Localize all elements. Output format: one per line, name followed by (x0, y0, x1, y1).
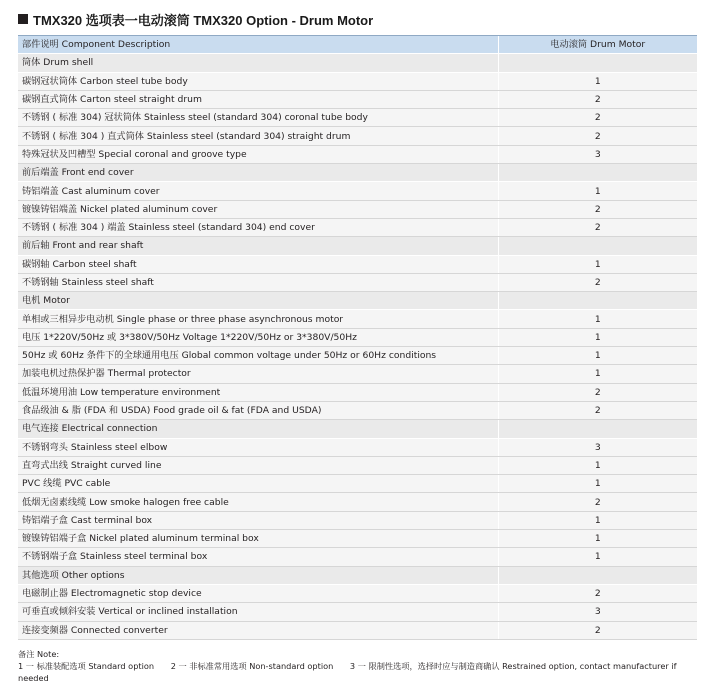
table-row (18, 109, 697, 127)
component-description: 加装电机过热保护器 Thermal protector (18, 365, 498, 383)
component-description: 电磁制止器 Electromagnetic stop device (18, 584, 498, 602)
component-description: 低温环境用油 Low temperature environment (18, 383, 498, 401)
option-level (498, 237, 697, 255)
table-row (18, 72, 697, 90)
component-description: 碳钢直式筒体 Carton steel straight drum (18, 90, 498, 108)
table-row (18, 182, 697, 200)
component-description: 电压 1*220V/50Hz 或 3*380V/50Hz Voltage 1*220V/50Hz or 3*380V/50Hz (18, 328, 498, 346)
component-description: 单相或三相异步电动机 Single phase or three phase asynchronous motor (18, 310, 498, 328)
table-row (18, 200, 697, 218)
option-level: 1 (498, 255, 697, 273)
component-description: 食品级油 & 脂 (FDA 和 USDA) Food grade oil & fat (FDA and USDA) (18, 401, 498, 419)
option-level: 1 (498, 365, 697, 383)
legend-standard-option: 1 一 标准装配选项 Standard option (18, 661, 155, 671)
table-row (18, 365, 697, 383)
table-row (18, 90, 697, 108)
option-table (18, 35, 697, 640)
component-description: 50Hz 或 60Hz 条件下的全球通用电压 Global common voltage under 50Hz or 60Hz conditions (18, 347, 498, 365)
table-row (18, 438, 697, 456)
option-level: 2 (498, 584, 697, 602)
table-row (18, 127, 697, 145)
section-row (18, 420, 697, 438)
component-description: 不锈钢 ( 标准 304 ) 直式筒体 Stainless steel (standard 304) straight drum (18, 127, 498, 145)
option-level: 2 (498, 493, 697, 511)
option-level (498, 566, 697, 584)
component-description: 铸铝端子盒 Cast terminal box (18, 511, 498, 529)
option-level (498, 54, 697, 72)
option-level: 1 (498, 347, 697, 365)
page-title-text: TMX320 选项表一电动滚筒 TMX320 Option - Drum Motor (33, 12, 374, 28)
option-level: 1 (498, 511, 697, 529)
section-row (18, 54, 697, 72)
table-row (18, 530, 697, 548)
section-row (18, 164, 697, 182)
notes-heading: 备注 Note: (18, 649, 60, 659)
section-label: 筒体 Drum shell (18, 54, 498, 72)
component-description: 铸铝端盖 Cast aluminum cover (18, 182, 498, 200)
component-description: PVC 线缆 PVC cable (18, 475, 498, 493)
component-description: 不锈钢端子盒 Stainless steel terminal box (18, 548, 498, 566)
option-level: 1 (498, 530, 697, 548)
section-row (18, 237, 697, 255)
section-row (18, 566, 697, 584)
table-row (18, 621, 697, 639)
page-title (18, 10, 373, 28)
table-row (18, 310, 697, 328)
section-label: 前后端盖 Front end cover (18, 164, 498, 182)
option-level: 1 (498, 456, 697, 474)
table-row (18, 383, 697, 401)
table-row (18, 401, 697, 419)
option-level: 1 (498, 310, 697, 328)
section-row (18, 292, 697, 310)
component-description: 不锈钢弯头 Stainless steel elbow (18, 438, 498, 456)
table-row (18, 456, 697, 474)
table-row (18, 493, 697, 511)
legend-non-standard-option: 2 一 非标准常用选项 Non-standard option (170, 661, 334, 671)
component-description: 碳钢冠状筒体 Carbon steel tube body (18, 72, 498, 90)
section-label: 电机 Motor (18, 292, 498, 310)
option-level: 1 (498, 548, 697, 566)
option-level: 2 (498, 90, 697, 108)
option-level: 3 (498, 145, 697, 163)
option-level: 2 (498, 401, 697, 419)
option-level: 1 (498, 475, 697, 493)
table-row (18, 475, 697, 493)
section-label: 前后轴 Front and rear shaft (18, 237, 498, 255)
table-row (18, 548, 697, 566)
component-description: 低烟无卤素线缆 Low smoke halogen free cable (18, 493, 498, 511)
component-description: 不锈钢轴 Stainless steel shaft (18, 273, 498, 291)
table-row (18, 511, 697, 529)
table-row (18, 328, 697, 346)
table-header-row (18, 36, 697, 54)
option-level (498, 420, 697, 438)
option-level: 2 (498, 200, 697, 218)
black-square-icon (18, 14, 28, 24)
option-level: 3 (498, 438, 697, 456)
option-level: 2 (498, 273, 697, 291)
table-row (18, 145, 697, 163)
legend-restrained-option: 3 一 限制性选项，选择时应与制造商确认 Restrained option, contact manufacturer if needed (18, 661, 677, 683)
option-level: 2 (498, 218, 697, 236)
option-table-body (18, 36, 697, 640)
option-level: 2 (498, 109, 697, 127)
option-level: 1 (498, 328, 697, 346)
component-description: 镀镍铸铝端盖 Nickel plated aluminum cover (18, 200, 498, 218)
table-row (18, 584, 697, 602)
table-row (18, 273, 697, 291)
component-description: 可垂直或倾斜安装 Vertical or inclined installation (18, 603, 498, 621)
component-description: 碳钢轴 Carbon steel shaft (18, 255, 498, 273)
table-row (18, 603, 697, 621)
component-description: 直弯式出线 Straight curved line (18, 456, 498, 474)
notes-legend (18, 660, 719, 684)
component-description: 不锈钢 ( 标准 304) 冠状筒体 Stainless steel (standard 304) coronal tube body (18, 109, 498, 127)
option-level: 2 (498, 621, 697, 639)
component-description: 不锈钢 ( 标准 304 ) 端盖 Stainless steel (standard 304) end cover (18, 218, 498, 236)
component-description: 镀镍铸铝端子盒 Nickel plated aluminum terminal box (18, 530, 498, 548)
section-label: 其他选项 Other options (18, 566, 498, 584)
table-row (18, 255, 697, 273)
table-row (18, 218, 697, 236)
option-level: 3 (498, 603, 697, 621)
option-level (498, 164, 697, 182)
component-description: 连接变频器 Connected converter (18, 621, 498, 639)
header-drum-motor: 电动滚筒 Drum Motor (498, 36, 697, 54)
option-level: 1 (498, 72, 697, 90)
option-level (498, 292, 697, 310)
component-description: 特殊冠状及凹槽型 Special coronal and groove type (18, 145, 498, 163)
option-level: 2 (498, 127, 697, 145)
table-row (18, 347, 697, 365)
header-description: 部件说明 Component Description (18, 36, 498, 54)
option-level: 1 (498, 182, 697, 200)
section-label: 电气连接 Electrical connection (18, 420, 498, 438)
option-level: 2 (498, 383, 697, 401)
